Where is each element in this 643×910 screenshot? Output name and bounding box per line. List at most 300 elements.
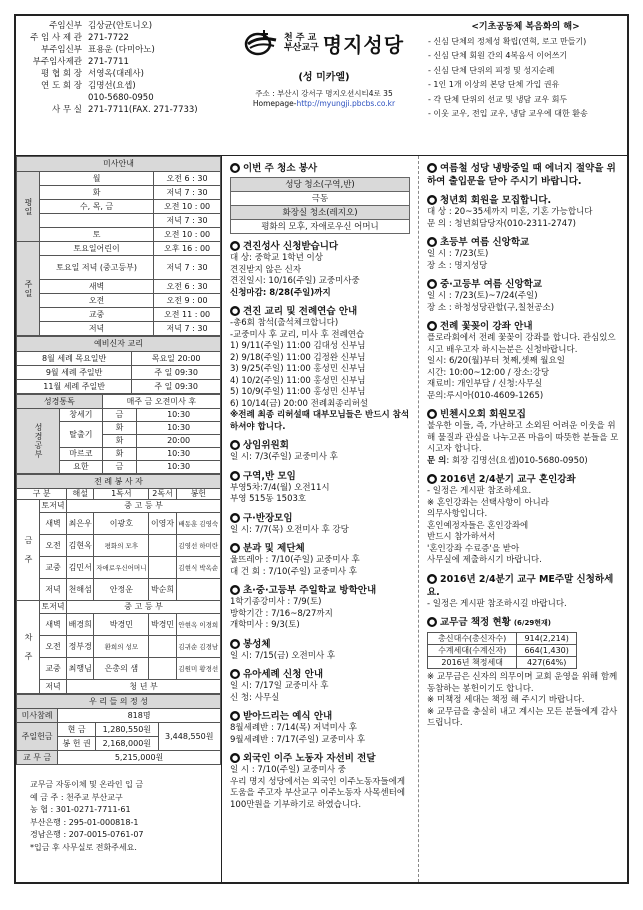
servers-table <box>16 474 221 694</box>
table-row <box>17 579 221 601</box>
goal-item: - 신심 단체 단위의 피정 및 성지순례 <box>428 65 555 75</box>
bullet-icon: ● <box>231 586 239 594</box>
mass-time: 오후 16 : 00 <box>154 242 221 256</box>
notice-section <box>230 710 414 746</box>
mass-day: 토요일어린이 <box>40 242 154 256</box>
notice-line: 2) 9/18(주일) 11:00 김정완 신부님 <box>230 352 366 363</box>
notice-title: ● 2016년 2/4분기 교구 ME주말 신청하세요. <box>427 573 614 598</box>
bible-title: 성경통독 <box>17 395 103 409</box>
table-cell: 664(1,430) <box>517 645 577 657</box>
bullet-icon: ● <box>428 574 436 583</box>
account-line: 경남은행 : 207-0015-0761-07 <box>30 830 144 839</box>
notice-title: ● 2016년 2/4분기 교구 혼인강좌 <box>428 474 576 485</box>
notice-line: ※ 미책정 세대는 책정 해 주시기 바랍니다. <box>427 695 585 705</box>
table-cell: 10:30 <box>137 409 221 422</box>
table-row <box>17 242 221 256</box>
staff-value: 김상균(안토니오) <box>88 21 153 31</box>
bible-subtitle: 매주 금 오전미사 후 <box>102 395 220 409</box>
notice-section <box>427 408 621 467</box>
slot: 저녁 <box>40 579 67 601</box>
table-cell: 20:00 <box>137 435 221 448</box>
server-name: 배경희 <box>67 614 94 636</box>
account-info <box>16 765 221 854</box>
server-name: 김민서 <box>67 557 94 579</box>
notice-title: ● 빈첸시오회 회원모집 <box>428 409 526 420</box>
notice-title: ● 교무금 책정 현황 (6/29현재) <box>428 617 551 628</box>
bullet-icon: ● <box>231 471 239 480</box>
table-row <box>17 614 221 636</box>
middle-column <box>224 156 419 882</box>
server-name: 안정운 <box>94 579 149 601</box>
bullet-icon: ● <box>428 322 436 330</box>
server-name: 정부경 <box>67 636 94 658</box>
table-cell: 교 무 금 <box>17 751 58 765</box>
mass-time: 오전 6 : 30 <box>154 172 221 186</box>
notice-line: ※ 혼인강좌는 선택사항이 아니라 <box>427 497 549 508</box>
notice-line: 일 시: 7/15(금) 오전미사 후 <box>230 650 336 661</box>
notice-title: ● 초·중·고등부 주일학교 방학안내 <box>231 585 377 596</box>
table-row <box>17 658 221 680</box>
table-row <box>17 500 221 513</box>
notice-line: 대 상 : 20~35세까지 미혼, 기혼 가능합니다 <box>427 207 593 217</box>
staff-value: 김명선(요셉) <box>88 81 136 91</box>
table-cell: 화 <box>102 435 136 448</box>
bullet-icon: ● <box>428 280 436 288</box>
notice-section <box>230 752 414 811</box>
staff-row <box>20 32 225 44</box>
table-cell: 요한 <box>60 461 103 474</box>
server-name: 평화의 모후 <box>94 535 149 557</box>
col-header: 봉헌 <box>176 489 220 500</box>
notice-section <box>427 320 621 402</box>
notice-line: 사무실에 제출하시기 바랍니다. <box>427 555 542 565</box>
notice-line: 혼인예정자들은 혼인강좌에 <box>427 520 529 531</box>
staff-row <box>20 20 225 32</box>
notice-section <box>230 240 414 299</box>
slot: 교중 <box>40 658 67 680</box>
staff-value: 271-7722 <box>88 33 129 43</box>
mass-day <box>40 214 154 228</box>
band: 중 고 등 부 <box>67 500 221 513</box>
notice-line: 일 시: 7/7(목) 오전미사 후 강당 <box>230 524 349 535</box>
table-row <box>17 352 221 366</box>
cleaning-table <box>230 177 410 234</box>
slot: 새벽 <box>40 513 67 535</box>
table-row <box>17 513 221 535</box>
server-name <box>149 636 176 658</box>
notice-line: - 일정은 게시판 참조하시길 바랍니다. <box>427 598 567 609</box>
cleaning-cell: 평화의 모후, 자애로우신 어머니 <box>231 220 410 234</box>
notice-title: ● 유아세례 신청 안내 <box>231 669 324 680</box>
logo-line-2: 부산교구 <box>283 43 319 53</box>
notice-section <box>427 278 621 314</box>
staff-row <box>20 68 225 80</box>
notice-line: 신청마감: 8/28(주일)까지 <box>230 287 331 298</box>
notice-line: ※ 교무금은 신자의 의무이며 교회 운영을 위해 함께 동참하는 봉헌이기도 합니다. <box>427 672 618 694</box>
notice-section <box>230 668 414 704</box>
table-row <box>17 294 221 308</box>
homepage <box>224 99 424 109</box>
table-row <box>17 256 221 280</box>
staff-role: 사 무 실 <box>51 105 82 115</box>
band: 중 고 등 부 <box>67 601 221 614</box>
header <box>16 16 627 156</box>
staff-role: 부주임신부 <box>40 45 82 55</box>
mass-title: 미사안내 <box>17 157 221 172</box>
notice-line: 장 소 : 하청성당관할(구,칠천공소) <box>427 302 555 313</box>
bulletin-page <box>14 14 629 884</box>
catechumen-title: 예비신자 교리 <box>17 337 221 352</box>
mass-time: 오전 11 : 00 <box>154 308 221 322</box>
notice-line: 불우한 이들, 즉, 가난하고 소외된 어려운 이웃을 위해 물질과 관심을 나누고픈 마음이 따뜻한 분들을 모시고자 합니다. <box>427 421 619 454</box>
table-cell: 금 <box>102 409 136 422</box>
mass-time: 오전 9 : 00 <box>154 294 221 308</box>
cleaning-cell: 화장실 청소(레지오) <box>231 206 410 220</box>
mass-day: 토 <box>40 228 154 242</box>
slot: 저녁 <box>40 680 67 694</box>
table-cell: 914(2,214) <box>517 633 577 645</box>
notice-line: 일 시 : 7/10(주일) 교중미사 중 <box>230 765 346 775</box>
notice-line: - 일정은 게시판 참조하세요. <box>427 486 532 496</box>
notice-line: 재료비: 개인부담 / 신청:사무실 <box>427 379 543 389</box>
bullet-icon: ● <box>428 410 436 418</box>
bullet-icon: ● <box>231 712 239 720</box>
bullet-icon: ● <box>428 196 436 204</box>
notice-title: ● 이번 주 청소 봉사 <box>231 163 318 174</box>
notice-title: ● 전례 꽃꽂이 강좌 안내 <box>428 321 533 332</box>
staff-value: 271-7711(FAX. 271-7733) <box>88 105 198 115</box>
server-name: 이영자 <box>149 513 176 535</box>
table-cell: 8월 세례 목요일반 <box>17 352 132 366</box>
mass-day: 교중 <box>40 308 154 322</box>
notice-title: ● 초등부 여름 신앙학교 <box>428 237 530 248</box>
notice-line: 반드시 참가하셔서 <box>427 532 496 542</box>
server-name: 박경민 <box>94 614 149 636</box>
table-cell: 금 <box>102 461 136 474</box>
table-cell: 427(64%) <box>517 657 577 669</box>
notice-line: 우리 명지 성당에서는 외국인 이주노동자들에게 도움을 주고자 부산교구 이주노동자 사목센터에 100만원을 기부하기로 하였습니다. <box>230 776 406 810</box>
notice-line: 시간: 10:00~12:00 / 장소:강당 <box>427 367 550 378</box>
server-name: 자애로우신어머니 <box>94 557 149 579</box>
mass-table <box>16 156 221 336</box>
notice-line: 부영 515동 1503호 <box>230 494 307 504</box>
server-name: 이광호 <box>94 513 149 535</box>
notice-title: ● 외국인 이주 노동자 자선비 전달 <box>231 753 376 764</box>
notice-line: 4) 10/2(주일) 11:00 홍성민 신부님 <box>230 375 366 386</box>
table-row <box>17 680 221 694</box>
table-cell: 11월 세례 주일반 <box>17 380 132 394</box>
table-row <box>17 723 221 737</box>
notice-line: 일 시: 7/3(주일) 교중미사 후 <box>230 452 338 462</box>
staff-value: 표용운 (다미아노) <box>88 45 155 55</box>
server-name: 김귀순 김경남 <box>176 636 220 658</box>
table-cell: 봉 헌 권 <box>58 737 96 751</box>
parish-name: 명지성당 <box>322 32 405 57</box>
notice-section <box>427 194 621 230</box>
staff-row <box>20 80 225 92</box>
staff-role: 연 도 회 장 <box>41 81 82 91</box>
server-name <box>149 658 176 680</box>
mass-day: 토요일 저녁 (중고등부) <box>40 256 154 280</box>
bullet-icon: ● <box>428 475 436 483</box>
table-header-row <box>17 489 221 500</box>
table-cell: 5,215,000원 <box>58 751 221 765</box>
bible-side-label: 성경공부 <box>17 409 60 474</box>
account-line: 부산은행 : 295-01-000818-1 <box>30 817 139 827</box>
table-cell: 9월 세례 주일반 <box>17 366 132 380</box>
notice-title: ● 상임위원회 <box>231 440 289 451</box>
col-header: 해설 <box>67 489 94 500</box>
dues-date: (6/29현재) <box>513 619 551 627</box>
notice-line: 울뜨레아 : 7/10(주일) 교중미사 후 <box>230 555 360 565</box>
bullet-icon: ● <box>231 441 239 449</box>
homepage-link[interactable]: http://myungji.pbcbs.co.kr <box>296 99 396 108</box>
offering-table <box>16 694 221 765</box>
account-line: *입금 후 사무실로 전화주세요. <box>30 842 137 852</box>
staff-role: 주임신부 <box>49 21 82 31</box>
notice-line: 플로라회에서 전례 꽃꽂이 강좌를 합니다. 관심있으시고 배우고자 하시는분은 신청바랍니다. <box>427 333 616 355</box>
notice-title: ● 받아드리는 예식 안내 <box>231 711 333 722</box>
notice-line: 부영5차:7/4(월) 오전11시 <box>230 482 330 493</box>
mass-time: 저녁 7 : 30 <box>154 322 221 336</box>
goal-item: - 1인 1개 이상의 본당 단체 가입 권유 <box>428 80 560 89</box>
account-line: 교무금 자동이체 및 온라인 입 금 <box>30 780 144 789</box>
slot: 새벽 <box>40 614 67 636</box>
notice-section <box>230 512 414 537</box>
table-cell: 화 <box>102 448 136 461</box>
table-row <box>17 535 221 557</box>
table-row <box>17 601 221 614</box>
slot: 오전 <box>40 535 67 557</box>
table-row <box>17 380 221 394</box>
staff-row <box>20 44 225 56</box>
notice-section <box>230 584 414 632</box>
notice-section <box>230 439 414 464</box>
notice-section <box>230 638 414 663</box>
table-cell: 마르코 <box>60 448 103 461</box>
goal-item: - 신심 단체 회원 간의 4복음서 이어쓰기 <box>428 51 568 60</box>
table-cell: 3,448,550원 <box>158 723 220 751</box>
table-cell: 현 금 <box>58 723 96 737</box>
bullet-icon: ● <box>231 544 239 552</box>
bullet-icon: ● <box>428 238 436 246</box>
notice-line: 5) 10/9(주일) 11:00 홍성민 신부님 <box>230 387 366 397</box>
notice-line: 1) 9/11(주일) 11:00 김대성 신부님 <box>230 341 366 351</box>
mass-time: 저녁 7 : 30 <box>154 186 221 200</box>
col-header: 1독서 <box>94 489 149 500</box>
table-cell: 2016년 책정세대 <box>428 657 517 669</box>
bible-study-table <box>16 394 221 474</box>
mass-day: 수, 목, 금 <box>40 200 154 214</box>
notice-section <box>230 305 414 433</box>
table-row <box>17 280 221 294</box>
server-name <box>149 535 176 557</box>
catechumen-table <box>16 336 221 394</box>
notice-line: 문 의 : 청년회담당자(010-2311-2747) <box>427 218 576 229</box>
notice-title: ● 봉성체 <box>231 638 271 650</box>
contact-label: 문 의 <box>427 455 447 466</box>
account-line: 농 협 : 301-0271-7711-61 <box>30 805 131 814</box>
col-header: 구 분 <box>17 489 67 500</box>
cleaning-cell: 성당 청소(구역,반) <box>231 178 410 192</box>
notice-line: 9월세례반 : 7/17(주일) 교중미사 후 <box>230 734 366 745</box>
notice-line: 장 소 : 명지성당 <box>427 260 488 271</box>
notice-title: ● 분과 및 제단체 <box>231 543 305 554</box>
server-name: 안현옥 이경희 <box>176 614 220 636</box>
table-row <box>17 366 221 380</box>
notice-title: ● 구·반장모임 <box>231 512 293 524</box>
staff-row <box>20 92 225 104</box>
table-row <box>17 709 221 723</box>
notice-line: 1학기종강미사 : 7/9(토) <box>230 597 322 607</box>
parish-logo-block <box>224 22 424 146</box>
bullet-icon: ● <box>231 670 239 678</box>
table-cell: 탈출기 <box>60 422 103 448</box>
band: 청 년 부 <box>67 680 221 694</box>
notice-section <box>427 236 621 272</box>
notice-section <box>230 542 414 578</box>
table-row <box>17 200 221 214</box>
notice-line: 3) 9/25(주일) 11:00 홍성민 신부님 <box>230 364 366 374</box>
server-name: 은총의 샘 <box>94 658 149 680</box>
servers-title: 전 례 봉 사 자 <box>17 475 221 489</box>
bullet-icon: ● <box>231 307 239 315</box>
bullet-icon: ● <box>428 164 436 172</box>
server-name <box>176 579 220 601</box>
notice-line: 문의:루시아(010-4609-1265) <box>427 390 544 401</box>
table-cell: 주 일 09:30 <box>132 366 221 380</box>
table-row <box>17 322 221 336</box>
dues-table <box>427 632 577 669</box>
notice-title: ● 중·고등부 여름 신앙학교 <box>428 279 542 290</box>
table-row <box>17 636 221 658</box>
notice-section <box>230 470 414 506</box>
weekday-label: 평일 <box>17 172 40 242</box>
staff-role: 주 임 사 제 관 <box>30 33 82 43</box>
cleaning-cell: 극동 <box>231 192 410 206</box>
server-name: 천해섬 <box>67 579 94 601</box>
parish-emblem-icon <box>244 28 280 58</box>
homepage-label: Homepage- <box>252 99 297 108</box>
week-label: 차 주 <box>17 601 40 694</box>
parish-patron: (성 미카엘) <box>298 72 350 83</box>
slot: 토저녁 <box>40 500 67 513</box>
notice-line: 8월세례반 : 7/14(목) 저녁미사 후 <box>230 723 357 733</box>
goal-item: - 이웃 교우, 전입 교우, 냉담 교우에 대한 환송 <box>428 109 588 118</box>
staff-value: 010-5680-0950 <box>88 93 154 103</box>
notice-line: -교중미사 후 교리, 미사 후 전례연습 <box>230 329 365 340</box>
notice-line: 일시: 6/20(월)부터 첫째,셋째 월요일 <box>427 356 565 366</box>
notice-line: ※전례 최종 리허설때 대부모님들은 반드시 참석하셔야 합니다. <box>230 410 410 432</box>
goal-item: - 각 단체 단위의 선교 및 냉담 교우 회두 <box>428 94 568 104</box>
notice-line: -총6회 참석(출석체크합니다) <box>230 318 339 328</box>
notice-line: ※ 교무금을 충실히 내고 계시는 모든 분들에게 감사드립니다. <box>427 706 618 728</box>
table-cell: 목요일 20:00 <box>132 352 221 366</box>
bullet-icon: ● <box>231 639 239 648</box>
table-row <box>17 409 221 422</box>
notice-line: 대 상: 중학교 1학년 이상 <box>230 253 323 263</box>
table-cell: 2,168,000원 <box>96 737 158 751</box>
mass-time: 저녁 7 : 30 <box>154 256 221 280</box>
notice-line: 신 청: 사무실 <box>230 692 280 703</box>
notice-line: 일 시 : 7/23(토) <box>427 249 489 259</box>
table-cell: 미사참례 <box>17 709 58 723</box>
staff-value: 271-7711 <box>88 57 129 67</box>
table-row <box>17 186 221 200</box>
notice-line: 의무사항입니다. <box>427 509 488 519</box>
week-label: 금 주 <box>17 500 40 601</box>
contact-value: : 회장 김명선(요셉)010-5680-0950) <box>446 455 588 466</box>
server-name: 배동훈 김영숙 <box>176 513 220 535</box>
mass-day: 오전 <box>40 294 154 308</box>
server-name: 박경민 <box>149 614 176 636</box>
logo-line-1: 천 주 교 <box>283 33 317 43</box>
table-cell: 1,280,550원 <box>96 723 158 737</box>
server-name <box>149 557 176 579</box>
notice-line: 방학기간 : 7/16~8/27까지 <box>230 608 333 619</box>
bullet-icon: ● <box>428 618 436 626</box>
notice-title: ● 견진성사 신청받습니다 <box>231 241 339 252</box>
mass-time: 오전 6 : 30 <box>154 280 221 294</box>
staff-role: 평 협 회 장 <box>41 69 82 79</box>
pastoral-goals <box>428 20 623 122</box>
bullet-icon: ● <box>231 513 239 522</box>
table-row <box>17 214 221 228</box>
server-name: 최은우 <box>67 513 94 535</box>
table-cell: 창세기 <box>60 409 103 422</box>
table-row <box>17 308 221 322</box>
notice-title: ● 여름철 성당 냉방중일 때 에너지 절약을 위하여 출입문을 닫아 주시기 바랍니다. <box>427 163 616 187</box>
mass-day: 화 <box>40 186 154 200</box>
right-column <box>421 156 627 882</box>
notice-line: 일 시: 7/17일 교중미사 후 <box>230 681 329 691</box>
notice-line: 견진받지 않은 신자 <box>230 264 302 275</box>
notice-section <box>230 162 414 234</box>
mass-day: 월 <box>40 172 154 186</box>
notice-section <box>427 616 621 730</box>
notice-section <box>427 162 621 188</box>
sunday-label: 주일 <box>17 242 40 336</box>
staff-row <box>20 104 225 116</box>
table-cell: 818명 <box>58 709 221 723</box>
server-name: 김영선 하미란 <box>176 535 220 557</box>
server-name: 박순희 <box>149 579 176 601</box>
server-name: 김현옥 <box>67 535 94 557</box>
staff-row <box>20 56 225 68</box>
mass-day: 새벽 <box>40 280 154 294</box>
server-name: 김원미 황경선 <box>176 658 220 680</box>
notice-title: ● 구역,반 모임 <box>231 470 296 482</box>
notice-title: ● 견진 교리 및 전례연습 안내 <box>231 306 358 317</box>
table-cell: 주 일 09:30 <box>132 380 221 394</box>
server-name: 최행님 <box>67 658 94 680</box>
table-cell: 화 <box>102 422 136 435</box>
address: 주소 : 부산시 강서구 명지오션시티4로 35 <box>255 89 393 98</box>
notice-line: 6) 10/14(금) 20:00 전례최종리허설 <box>230 398 369 409</box>
table-cell: 10:30 <box>137 448 221 461</box>
mass-time: 오전 10 : 00 <box>154 228 221 242</box>
slot: 오전 <box>40 636 67 658</box>
slot: 토저녁 <box>40 601 67 614</box>
offering-title: 우 리 들 의 정 성 <box>17 695 221 709</box>
goals-title: <기초공동체 복음화의 해> <box>471 22 580 32</box>
mass-time: 오전 10 : 00 <box>154 200 221 214</box>
account-line: 예 금 주 : 천주교 부산교구 <box>30 792 123 802</box>
table-row <box>17 172 221 186</box>
table-cell: 10:30 <box>137 422 221 435</box>
table-cell: 10:30 <box>137 461 221 474</box>
notice-line: 대 건 회 : 7/10(주일) 교중미사 후 <box>230 566 357 577</box>
